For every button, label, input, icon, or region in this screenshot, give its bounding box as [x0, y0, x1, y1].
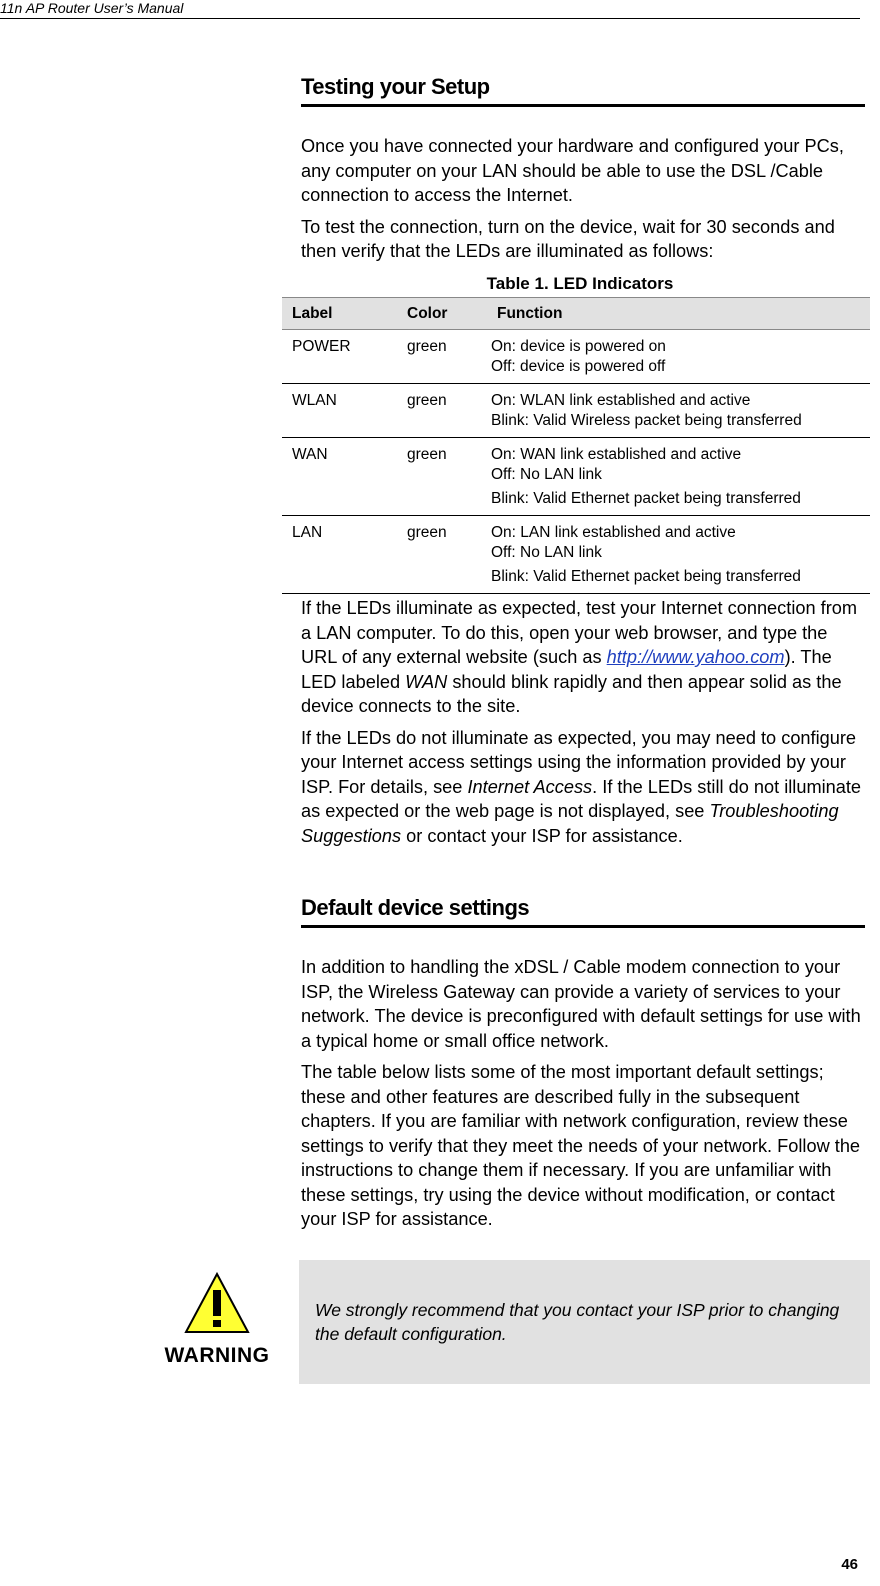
cell-label: POWER [282, 330, 397, 384]
column-header-color: Color [397, 298, 487, 330]
column-header-label: Label [282, 298, 397, 330]
function-line: Off: No LAN link [491, 466, 602, 483]
text-run: . If the LEDs still do not illuminate as expected or the web page is not displayed, see [301, 776, 862, 821]
section-testing-setup [301, 74, 865, 264]
function-line: Off: device is powered off [491, 358, 666, 375]
table-header-row [282, 298, 870, 330]
led-indicator-table [282, 297, 870, 594]
cell-color: green [397, 516, 487, 594]
function-line: Blink: Valid Wireless packet being transferred [491, 412, 802, 429]
text-run: ). The LED labeled [301, 647, 832, 692]
section-heading-default-settings: Default device settings [301, 895, 865, 928]
warning-label: WARNING [164, 1344, 270, 1367]
function-line: On: LAN link established and active [491, 524, 736, 541]
text-run: If the LEDs do not illuminate as expected, you may need to configure your Internet access settings using the information provided by your ISP. For details, see [301, 727, 857, 797]
table-row [282, 438, 870, 516]
text-run: If the LEDs illuminate as expected, test your Internet connection from a LAN computer. To do this, open your web browser, and type the URL of any external website (such as [301, 598, 858, 667]
section-default-settings [301, 895, 865, 1232]
function-line: Blink: Valid Ethernet packet being transferred [491, 490, 801, 507]
function-line: Blink: Valid Ethernet packet being transferred [491, 568, 801, 585]
cell-function [487, 330, 870, 384]
function-line: On: WAN link established and active [491, 446, 742, 463]
running-header [0, 0, 860, 19]
text-run: or contact your ISP for assistance. [401, 825, 683, 846]
troubleshooting-ref: Troubleshooting Suggestions [301, 801, 839, 846]
section-heading-testing: Testing your Setup [301, 74, 865, 107]
cell-label: LAN [282, 516, 397, 594]
warning-text: We strongly recommend that you contact your ISP prior to changing the default configuration. [315, 1300, 840, 1344]
table-row [282, 384, 870, 438]
yahoo-link[interactable]: http://www.yahoo.com [606, 647, 785, 667]
table-row [282, 330, 870, 384]
cell-color: green [397, 384, 487, 438]
cell-label: WLAN [282, 384, 397, 438]
paragraph-leds-expected [301, 596, 865, 719]
paragraph-test-connection: To test the connection, turn on the device, wait for 30 seconds and then verify that the LEDs are illuminated as follows: [301, 216, 835, 261]
cell-color: green [397, 438, 487, 516]
text-run: should blink rapidly and then appear solid as the device connects to the site. [301, 671, 842, 716]
table-caption: Table 1. LED Indicators [486, 274, 674, 293]
column-header-function: Function [487, 298, 870, 330]
function-line: On: WLAN link established and active [491, 392, 751, 409]
page-number: 46 [841, 1556, 858, 1573]
cell-function [487, 384, 870, 438]
function-line: On: device is powered on [491, 338, 666, 355]
cell-label: WAN [282, 438, 397, 516]
wan-label-ref: WAN [405, 671, 448, 692]
paragraph-default-table: The table below lists some of the most important default settings; these and other features are described fully in the subsequent chapters. If you are familiar with network configuration, review these settings to verify that they meet the needs of your network. Follow the instructions to change them if necessary. If you are unfamiliar with these settings, try using the device without modification, or contact your ISP for assistance. [301, 1062, 861, 1229]
internet-access-ref: Internet Access [467, 776, 593, 797]
table-row [282, 516, 870, 594]
function-line: Off: No LAN link [491, 544, 602, 561]
cell-function [487, 438, 870, 516]
warning-box [299, 1260, 870, 1384]
section-testing-continued [301, 596, 865, 848]
paragraph-intro: Once you have connected your hardware and configured your PCs, any computer on your LAN should be able to use the DSL /Cable connection to access the Internet. [301, 136, 844, 205]
paragraph-default-intro: In addition to handling the xDSL / Cable modem connection to your ISP, the Wireless Gateway can provide a variety of services to your network. The device is preconfigured with default settings for use with a typical home or small office network. [301, 957, 861, 1051]
cell-function [487, 516, 870, 594]
warning-triangle-icon [184, 1272, 250, 1334]
paragraph-leds-not-expected [301, 726, 865, 849]
manual-title: 11n AP Router User’s Manual [0, 0, 184, 16]
cell-color: green [397, 330, 487, 384]
